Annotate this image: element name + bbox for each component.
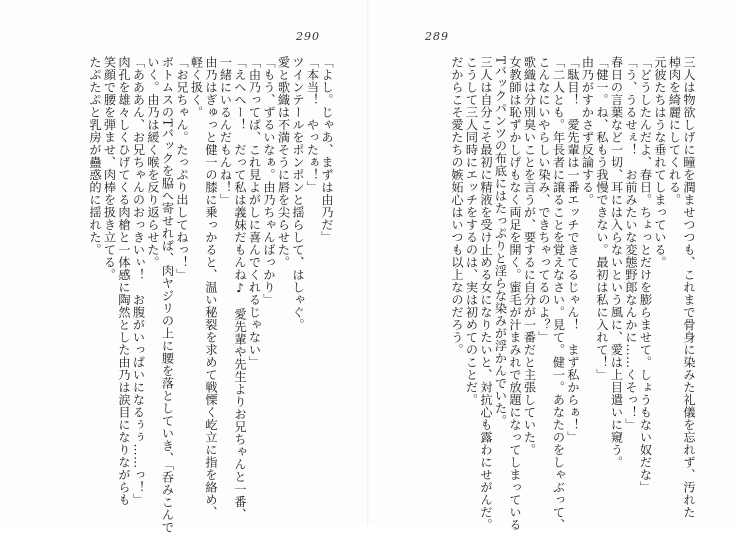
- text-line: 「う、うるせぇ！ お前みたいな変態野郎なんかに……くそっ！」: [624, 56, 638, 431]
- text-line: 軽く扱く。: [189, 56, 204, 119]
- text-line: たぷたぷと乳房が蠱惑的に揺れた。: [88, 56, 102, 256]
- text-line: いく。由乃は緩く喉を反り返らせた。: [146, 56, 160, 269]
- text-line: 肉孔を雄々しくひげてくる肉槍と一体感に陶然とした由乃は涙目になりながらも: [117, 56, 131, 506]
- text-line: ツインテールをポンポンと揺らして、はしゃぐ。: [291, 56, 305, 331]
- text-line: Tバックパンツの布底にはたっぷりと淫らな染みが浮かんでいた。: [493, 56, 508, 427]
- page-gutter: [367, 0, 369, 526]
- text-line: 「本当！ やったぁ！」: [305, 56, 320, 194]
- text-line: 「もう、ずるいなぁ。由乃ちゃんばっかり」: [262, 56, 276, 306]
- text-line: 愛と歌織は不満そうに唇を尖らせた。: [276, 56, 291, 269]
- text-line: 歌織は分別臭いことを言うが、要するに自分が一番だと主張していた。: [522, 56, 537, 456]
- text-line: 「二人とも。年長者に譲ることを覚えなさい。見て。健一。あなたのをしゃぶって、: [551, 56, 566, 531]
- text-line: 「駄目！ 愛先輩は一番エッチできてるじゃん！ まず私からぁ！」: [566, 56, 580, 444]
- text-line: ボトムスのTバックを脇へ寄せれば、肉ヤジリの上に腰を落としていき、「呑みこんで: [160, 56, 175, 533]
- text-line: 「えへへー！ だって私は義妹だもんね♪ 愛先輩や先生よりお兄ちゃんと一番、: [233, 56, 247, 521]
- text-line: だからこそ愛たちの嫉妬心はいつも以上なのだろう。: [450, 56, 464, 356]
- text-line: 「健一。ね、私もう我慢できない。最初は私に入れて！」: [595, 56, 609, 381]
- text-line: 笑顔で腰を弾ませ、肉棒を扱き立てる。: [102, 56, 117, 281]
- right-page-number: 289: [425, 30, 449, 43]
- text-line: 「どうしたんだよ、春日。ちょっとだけを膨らませて。しょうもない奴だな」: [638, 56, 653, 494]
- text-line: 春日の言葉など一切、耳には入らないという風に、愛は上目遣いに窺う。: [609, 56, 624, 469]
- text-line: 由乃がすかさず反論する。: [580, 56, 595, 206]
- text-line: 「お兄ちゃん。たっぷり出してねっ！」: [175, 56, 189, 281]
- text-line: 棹肉を綺麗にしてくれる。: [667, 56, 682, 206]
- text-line: 「よし。じゃあ、まずは由乃だ」: [320, 56, 334, 244]
- text-line: 由乃はぎゅっと健一の膝に乗っかると、温い秘裂を求めて戦慄く屹立に指を絡め、: [204, 56, 218, 519]
- left-page-text: [88, 56, 335, 533]
- text-line: 三人は自分こそ最初に精液を受け止める女になりたいと、対抗心も露わにせがんだ。: [479, 56, 493, 531]
- right-page-text: [450, 56, 697, 531]
- text-line: 元彼たちはうな垂れてしまっている。: [653, 56, 667, 269]
- text-line: 三人は物欲しげに瞳を潤ませつつも、これまで骨身に染みた礼儀を忘れず、汚れた: [682, 56, 696, 519]
- text-line: こんなにいやらしい染み、できちゃってるのよ？」: [537, 56, 551, 344]
- text-line: 一緒にいるんだもんね！」: [218, 56, 233, 206]
- left-page-number: 290: [296, 30, 320, 43]
- text-line: こうして三人同時にエッチをするのは、実は初めてのことだ。: [464, 56, 479, 406]
- text-line: 「あああん、お兄ちゃんのおっきいぃ！ お腹がいっぱいになるぅぅ……っ！」: [131, 56, 146, 506]
- text-line: 「由乃ってば、これ見よがしに喜んでくれるじゃない」: [247, 56, 262, 369]
- text-line: 女教師は恥ずかしげもなく両足を開く。蜜毛が汁まみれで放題になってしまっている: [508, 56, 522, 531]
